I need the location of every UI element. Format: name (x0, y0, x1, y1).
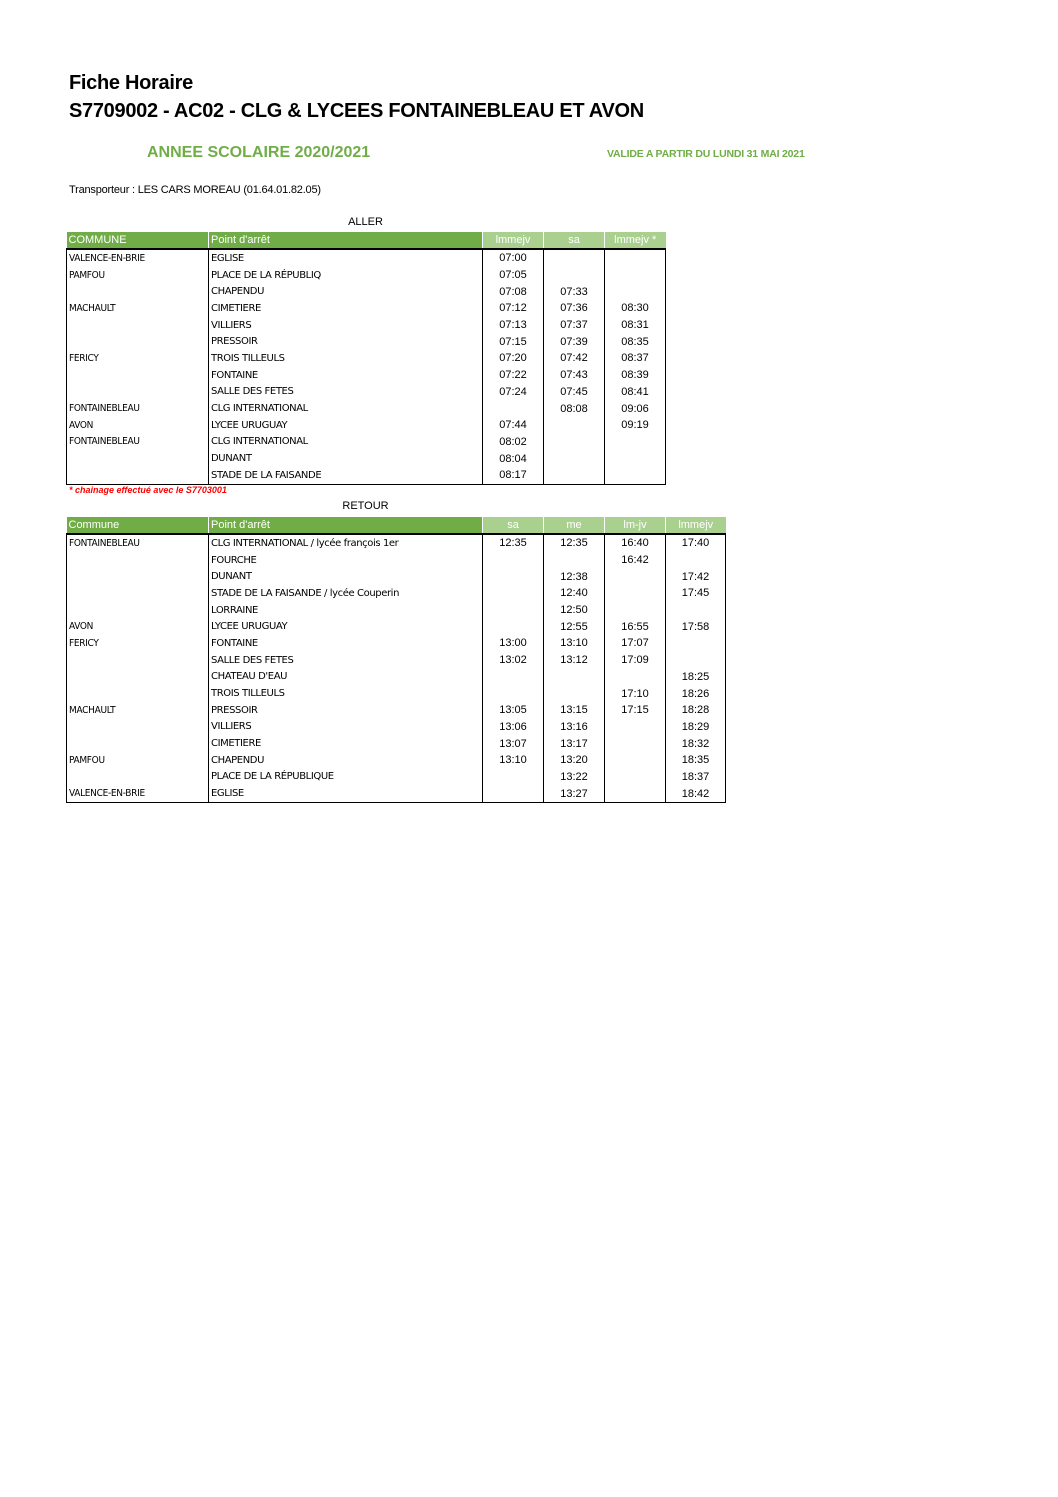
stop-cell: PRESSOIR (209, 702, 483, 719)
stop-cell: CLG INTERNATIONAL (209, 434, 483, 451)
retour-header-cell: sa (483, 517, 544, 534)
retour-header-cell: lm-jv (605, 517, 666, 534)
table-row (67, 618, 726, 635)
table-row (67, 635, 726, 652)
table-row (67, 669, 726, 686)
time-cell: 07:39 (544, 333, 605, 350)
commune-cell (67, 450, 209, 467)
time-cell (483, 400, 544, 417)
commune-cell: FONTAINEBLEAU (67, 400, 209, 417)
table-row (67, 400, 666, 417)
retour-header-cell: me (544, 517, 605, 534)
time-cell: 07:43 (544, 367, 605, 384)
stop-cell: STADE DE LA FAISANDE / lycée Couperin (209, 585, 483, 602)
commune-cell (67, 585, 209, 602)
validity-date: VALIDE A PARTIR DU LUNDI 31 MAI 2021 (607, 148, 805, 160)
time-cell: 18:26 (666, 685, 726, 702)
time-cell (483, 669, 544, 686)
stop-cell: SALLE DES FETES (209, 652, 483, 669)
time-cell: 09:19 (605, 417, 666, 434)
table-row (67, 585, 726, 602)
table-row (67, 317, 666, 334)
table-row (67, 652, 726, 669)
retour-header-cell: Commune (67, 517, 209, 534)
time-cell: 13:05 (483, 702, 544, 719)
time-cell (666, 552, 726, 569)
aller-header-row (67, 232, 666, 249)
table-row (67, 267, 666, 284)
commune-cell (67, 333, 209, 350)
table-row (67, 685, 726, 702)
time-cell (483, 769, 544, 786)
time-cell: 07:12 (483, 300, 544, 317)
time-cell: 08:30 (605, 300, 666, 317)
time-cell (605, 434, 666, 451)
stop-cell: FONTAINE (209, 635, 483, 652)
time-cell: 18:25 (666, 669, 726, 686)
time-cell: 07:42 (544, 350, 605, 367)
retour-header-cell: lmmejv (666, 517, 726, 534)
time-cell: 08:39 (605, 367, 666, 384)
time-cell: 07:37 (544, 317, 605, 334)
time-cell: 18:32 (666, 735, 726, 752)
time-cell: 13:16 (544, 719, 605, 736)
time-cell (605, 785, 666, 802)
time-cell (483, 685, 544, 702)
time-cell: 08:17 (483, 467, 544, 484)
time-cell: 18:35 (666, 752, 726, 769)
time-cell: 08:04 (483, 450, 544, 467)
aller-header-cell: COMMUNE (67, 232, 209, 249)
stop-cell: CHATEAU D'EAU (209, 669, 483, 686)
commune-cell (67, 669, 209, 686)
time-cell: 07:44 (483, 417, 544, 434)
table-row (67, 249, 666, 267)
time-cell: 08:41 (605, 384, 666, 401)
time-cell: 17:42 (666, 568, 726, 585)
retour-header-row (67, 517, 726, 534)
time-cell (605, 283, 666, 300)
time-cell: 07:08 (483, 283, 544, 300)
table-row (67, 702, 726, 719)
stop-cell: EGLISE (209, 785, 483, 802)
stop-cell: CHAPENDU (209, 752, 483, 769)
aller-body (67, 249, 666, 484)
time-cell: 07:36 (544, 300, 605, 317)
table-row (67, 300, 666, 317)
time-cell (483, 568, 544, 585)
stop-cell: DUNANT (209, 450, 483, 467)
time-cell: 12:38 (544, 568, 605, 585)
time-cell: 13:12 (544, 652, 605, 669)
aller-caption: ALLER (348, 216, 383, 228)
table-row (67, 719, 726, 736)
time-cell (605, 752, 666, 769)
time-cell (544, 417, 605, 434)
commune-cell (67, 735, 209, 752)
stop-cell: PLACE DE LA RÉPUBLIQUE (209, 769, 483, 786)
commune-cell (67, 467, 209, 484)
time-cell: 07:22 (483, 367, 544, 384)
time-cell: 13:15 (544, 702, 605, 719)
time-cell (666, 602, 726, 619)
time-cell: 13:27 (544, 785, 605, 802)
school-year: ANNEE SCOLAIRE 2020/2021 (147, 144, 371, 161)
stop-cell: SALLE DES FETES (209, 384, 483, 401)
time-cell: 08:35 (605, 333, 666, 350)
retour-table (66, 517, 726, 803)
table-row (67, 417, 666, 434)
time-cell (605, 602, 666, 619)
time-cell: 12:35 (483, 534, 544, 552)
stop-cell: CIMETIERE (209, 300, 483, 317)
time-cell (544, 434, 605, 451)
time-cell (605, 249, 666, 267)
page-title: Fiche Horaire (69, 72, 193, 94)
commune-cell: VALENCE-EN-BRIE (67, 249, 209, 267)
commune-cell (67, 769, 209, 786)
time-cell (605, 585, 666, 602)
time-cell (605, 467, 666, 484)
time-cell (544, 685, 605, 702)
stop-cell: VILLIERS (209, 719, 483, 736)
stop-cell: CHAPENDU (209, 283, 483, 300)
time-cell: 07:24 (483, 384, 544, 401)
stop-cell: STADE DE LA FAISANDE (209, 467, 483, 484)
aller-header-cell: sa (544, 232, 605, 249)
commune-cell: FONTAINEBLEAU (67, 534, 209, 552)
commune-cell: FONTAINEBLEAU (67, 434, 209, 451)
time-cell: 08:37 (605, 350, 666, 367)
table-row (67, 769, 726, 786)
time-cell: 07:15 (483, 333, 544, 350)
time-cell: 13:20 (544, 752, 605, 769)
stop-cell: EGLISE (209, 249, 483, 267)
table-row (67, 283, 666, 300)
retour-caption: RETOUR (342, 500, 389, 512)
table-row (67, 568, 726, 585)
time-cell: 16:42 (605, 552, 666, 569)
time-cell: 12:50 (544, 602, 605, 619)
time-cell (605, 669, 666, 686)
time-cell (483, 785, 544, 802)
time-cell: 13:00 (483, 635, 544, 652)
time-cell (605, 769, 666, 786)
table-row (67, 350, 666, 367)
time-cell (605, 568, 666, 585)
commune-cell (67, 685, 209, 702)
table-row (67, 552, 726, 569)
time-cell: 13:07 (483, 735, 544, 752)
table-row (67, 467, 666, 484)
time-cell: 16:40 (605, 534, 666, 552)
commune-cell: VALENCE-EN-BRIE (67, 785, 209, 802)
table-row (67, 333, 666, 350)
time-cell (483, 552, 544, 569)
time-cell: 07:00 (483, 249, 544, 267)
time-cell: 08:02 (483, 434, 544, 451)
time-cell: 13:10 (544, 635, 605, 652)
stop-cell: CLG INTERNATIONAL / lycée françois 1er (209, 534, 483, 552)
aller-table (66, 232, 666, 485)
table-row (67, 367, 666, 384)
time-cell: 13:02 (483, 652, 544, 669)
aller-header-cell: lmmejv (483, 232, 544, 249)
line-title: S7709002 - AC02 - CLG & LYCEES FONTAINEBLEAU ET AVON (69, 100, 644, 122)
time-cell: 18:28 (666, 702, 726, 719)
stop-cell: LYCEE URUGUAY (209, 618, 483, 635)
time-cell: 17:15 (605, 702, 666, 719)
time-cell (666, 635, 726, 652)
time-cell: 18:29 (666, 719, 726, 736)
commune-cell (67, 317, 209, 334)
table-row (67, 602, 726, 619)
chaining-note: * chainage effectué avec le S7703001 (69, 485, 227, 495)
commune-cell (67, 719, 209, 736)
table-row (67, 434, 666, 451)
commune-cell (67, 367, 209, 384)
time-cell: 18:37 (666, 769, 726, 786)
time-cell: 07:33 (544, 283, 605, 300)
time-cell: 16:55 (605, 618, 666, 635)
stop-cell: TROIS TILLEULS (209, 685, 483, 702)
carrier-info: Transporteur : LES CARS MOREAU (01.64.01.82.05) (69, 184, 321, 196)
commune-cell: MACHAULT (67, 702, 209, 719)
stop-cell: CIMETIERE (209, 735, 483, 752)
time-cell: 17:07 (605, 635, 666, 652)
commune-cell (67, 384, 209, 401)
time-cell (605, 267, 666, 284)
time-cell: 07:05 (483, 267, 544, 284)
time-cell: 13:22 (544, 769, 605, 786)
time-cell: 17:58 (666, 618, 726, 635)
commune-cell: PAMFOU (67, 267, 209, 284)
aller-header-cell: Point d'arrêt (209, 232, 483, 249)
time-cell: 07:20 (483, 350, 544, 367)
time-cell: 12:35 (544, 534, 605, 552)
commune-cell (67, 652, 209, 669)
time-cell (605, 735, 666, 752)
stop-cell: FOURCHE (209, 552, 483, 569)
stop-cell: FONTAINE (209, 367, 483, 384)
time-cell (544, 552, 605, 569)
time-cell (544, 467, 605, 484)
time-cell: 07:13 (483, 317, 544, 334)
time-cell: 09:06 (605, 400, 666, 417)
time-cell: 12:55 (544, 618, 605, 635)
commune-cell: FERICY (67, 350, 209, 367)
time-cell: 12:40 (544, 585, 605, 602)
time-cell: 17:45 (666, 585, 726, 602)
commune-cell (67, 283, 209, 300)
commune-cell (67, 602, 209, 619)
time-cell (483, 585, 544, 602)
stop-cell: LORRAINE (209, 602, 483, 619)
time-cell: 07:45 (544, 384, 605, 401)
time-cell: 08:31 (605, 317, 666, 334)
time-cell (605, 450, 666, 467)
time-cell: 13:10 (483, 752, 544, 769)
commune-cell: AVON (67, 618, 209, 635)
table-row (67, 534, 726, 552)
commune-cell: FERICY (67, 635, 209, 652)
time-cell (544, 267, 605, 284)
table-row (67, 735, 726, 752)
stop-cell: PRESSOIR (209, 333, 483, 350)
retour-body (67, 534, 726, 803)
table-row (67, 752, 726, 769)
time-cell: 17:10 (605, 685, 666, 702)
time-cell: 08:08 (544, 400, 605, 417)
time-cell (666, 652, 726, 669)
commune-cell (67, 568, 209, 585)
stop-cell: VILLIERS (209, 317, 483, 334)
aller-header-cell: lmmejv * (605, 232, 666, 249)
time-cell (483, 602, 544, 619)
time-cell (483, 618, 544, 635)
retour-header-cell: Point d'arrêt (209, 517, 483, 534)
table-row (67, 384, 666, 401)
commune-cell: MACHAULT (67, 300, 209, 317)
time-cell: 18:42 (666, 785, 726, 802)
time-cell: 13:17 (544, 735, 605, 752)
stop-cell: TROIS TILLEULS (209, 350, 483, 367)
time-cell: 13:06 (483, 719, 544, 736)
table-row (67, 450, 666, 467)
stop-cell: DUNANT (209, 568, 483, 585)
time-cell (544, 669, 605, 686)
stop-cell: CLG INTERNATIONAL (209, 400, 483, 417)
commune-cell: AVON (67, 417, 209, 434)
time-cell: 17:09 (605, 652, 666, 669)
commune-cell (67, 552, 209, 569)
table-row (67, 785, 726, 802)
time-cell (544, 450, 605, 467)
stop-cell: PLACE DE LA RÉPUBLIQ (209, 267, 483, 284)
stop-cell: LYCEE URUGUAY (209, 417, 483, 434)
commune-cell: PAMFOU (67, 752, 209, 769)
time-cell: 17:40 (666, 534, 726, 552)
time-cell (605, 719, 666, 736)
time-cell (544, 249, 605, 267)
